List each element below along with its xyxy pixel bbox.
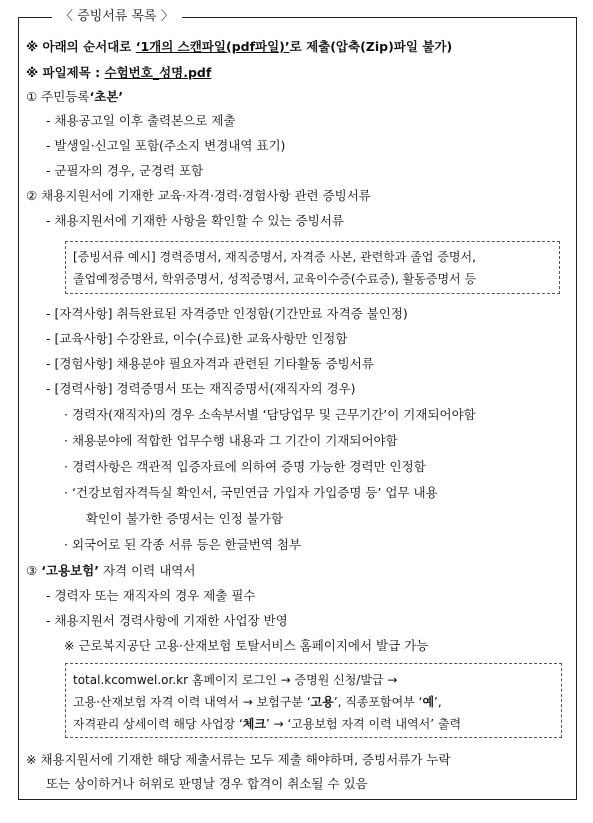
section3-heading: ③ ‘고용보험’ 자격 이력 내역서 [26,563,196,578]
examples-line: [증빙서류 예시] 경력증명서, 재직증명서, 자격증 사본, 관련학과 졸업 증명서, [73,250,476,264]
note-submission: ※ 아래의 순서대로 ‘1개의 스캔파일(pdf파일)’로 제출(압축(Zip)파일 불가) [26,39,453,54]
career-bullet: · 채용분야에 적합한 업무수행 내용과 그 기간이 기재되어야함 [64,433,398,448]
section2-item: - [경력사항] 경력증명서 또는 재직증명서(재직자의 경우) [46,381,356,396]
examples-line: 졸업예정증명서, 학위증명서, 성적증명서, 교육이수증(수료증), 활동증명서 등 [73,272,477,286]
career-bullet: · ‘건강보험자격득실 확인서, 국민연금 가입자 가입증명 등’ 업무 내용 [64,485,438,500]
section2-item: - [경험사항] 채용분야 필요자격과 관련된 기타활동 증빙서류 [46,356,374,371]
section2-heading: ② 채용지원서에 기재한 교육·자격·경력·경험사항 관련 증빙서류 [26,188,371,203]
section2-item: - [교육사항] 수강완료, 이수(수료)한 교육사항만 인정함 [46,331,348,346]
career-bullet: · 경력자(재직자)의 경우 소속부서별 ‘담당업무 및 근무기간’이 기재되어야함 [64,407,476,422]
document-title: 〈 증빙서류 목록 〉 [52,5,182,24]
section3-item: - 경력자 또는 재직자의 경우 제출 필수 [46,588,256,603]
section1-item: - 발생일·신고일 포함(주소지 변경내역 표기) [46,138,286,153]
section1-heading: ① 주민등록‘초본’ [26,89,124,104]
note-filename: ※ 파일제목 : 수험번호_성명.pdf [26,65,212,80]
evidence-examples-box [65,241,560,294]
section2-item: - 채용지원서에 기재한 사항을 확인할 수 있는 증빙서류 [46,213,344,228]
steps-line: 자격관리 상세이력 해당 사업장 ‘체크’ → ‘고용보험 자격 이력 내역서’ 출력 [73,717,462,731]
career-bullet: · 외국어로 된 각종 서류 등은 한글번역 첨부 [64,537,302,552]
section3-note: ※ 근로복지공단 고용·산재보험 토탈서비스 홈페이지에서 발급 가능 [64,638,429,653]
section1-item: - 군필자의 경우, 군경력 포함 [46,163,204,178]
footer-note: ※ 채용지원서에 기재한 해당 제출서류는 모두 제출 해야하며, 증빙서류가 누락 [26,752,451,767]
issuance-steps-box [65,663,562,738]
steps-line: 고용·산재보험 자격 이력 내역서 → 보험구분 ‘고용’, 직종포함여부 ‘예’, [73,695,442,709]
section3-item: - 채용지원서 경력사항에 기재한 사업장 반영 [46,613,288,628]
section2-item: - [자격사항] 취득완료된 자격증만 인정함(기간만료 자격증 불인정) [46,306,408,321]
steps-line: total.kcomwel.or.kr 홈페이지 로그인 → 증명원 신청/발급 → [73,673,398,687]
footer-note-continued: 또는 상이하거나 허위로 판명날 경우 합격이 취소될 수 있음 [46,776,368,791]
career-bullet-continued: 확인이 불가한 증명서는 인정 불가함 [86,511,284,526]
section1-item: - 채용공고일 이후 출력본으로 제출 [46,113,236,128]
career-bullet: · 경력사항은 객관적 입증자료에 의하여 증명 가능한 경력만 인정함 [64,459,426,474]
